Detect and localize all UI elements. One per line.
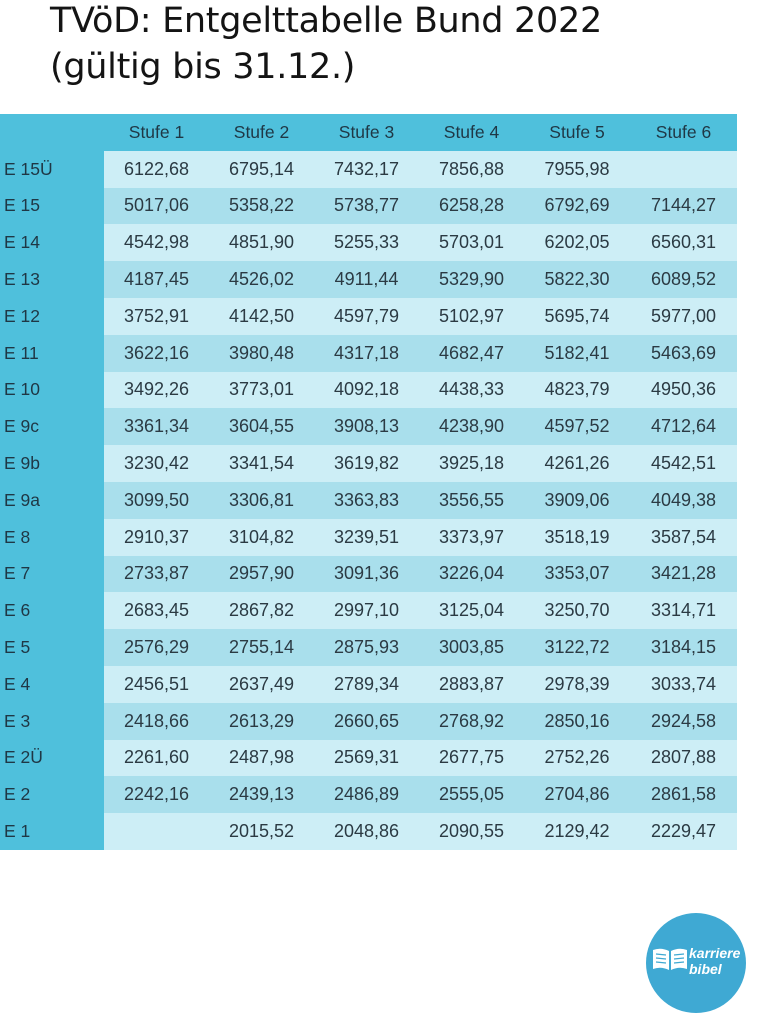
grade-label: E 9b xyxy=(0,445,104,482)
table-row xyxy=(0,666,737,703)
grade-label: E 2Ü xyxy=(0,740,104,777)
table-row xyxy=(0,224,737,261)
salary-cell: 3587,54 xyxy=(630,519,737,556)
salary-cell: 2456,51 xyxy=(104,666,209,703)
salary-cell: 3250,70 xyxy=(524,592,630,629)
salary-cell: 5017,06 xyxy=(104,188,209,225)
salary-cell: 7955,98 xyxy=(524,151,630,188)
salary-cell: 3125,04 xyxy=(419,592,524,629)
salary-cell: 2683,45 xyxy=(104,592,209,629)
salary-cell: 2229,47 xyxy=(630,813,737,850)
salary-cell: 3518,19 xyxy=(524,519,630,556)
salary-cell: 5358,22 xyxy=(209,188,314,225)
salary-cell: 4542,98 xyxy=(104,224,209,261)
salary-cell: 3104,82 xyxy=(209,519,314,556)
salary-cell: 3361,34 xyxy=(104,408,209,445)
grade-label: E 5 xyxy=(0,629,104,666)
salary-cell: 2576,29 xyxy=(104,629,209,666)
salary-cell: 2883,87 xyxy=(419,666,524,703)
column-header: Stufe 1 xyxy=(104,114,209,151)
salary-cell: 3773,01 xyxy=(209,372,314,409)
table-row xyxy=(0,482,737,519)
salary-cell: 4911,44 xyxy=(314,261,419,298)
salary-cell: 2924,58 xyxy=(630,703,737,740)
salary-cell: 5329,90 xyxy=(419,261,524,298)
salary-cell: 3556,55 xyxy=(419,482,524,519)
salary-cell: 4187,45 xyxy=(104,261,209,298)
salary-cell: 2704,86 xyxy=(524,776,630,813)
table-row xyxy=(0,776,737,813)
salary-cell: 6795,14 xyxy=(209,151,314,188)
table-row xyxy=(0,151,737,188)
grade-label: E 9a xyxy=(0,482,104,519)
table-row xyxy=(0,703,737,740)
salary-cell: 2997,10 xyxy=(314,592,419,629)
grade-label: E 11 xyxy=(0,335,104,372)
salary-cell: 5738,77 xyxy=(314,188,419,225)
grade-label: E 10 xyxy=(0,372,104,409)
column-header: Stufe 5 xyxy=(524,114,630,151)
salary-cell: 2875,93 xyxy=(314,629,419,666)
salary-cell: 3492,26 xyxy=(104,372,209,409)
table-row xyxy=(0,740,737,777)
salary-cell: 7432,17 xyxy=(314,151,419,188)
grade-label: E 15 xyxy=(0,188,104,225)
salary-cell: 2768,92 xyxy=(419,703,524,740)
salary-cell: 2487,98 xyxy=(209,740,314,777)
salary-cell: 4597,52 xyxy=(524,408,630,445)
salary-cell: 5977,00 xyxy=(630,298,737,335)
logo-text-line2: bibel xyxy=(689,961,722,977)
grade-label: E 15Ü xyxy=(0,151,104,188)
grade-label: E 4 xyxy=(0,666,104,703)
salary-cell: 5703,01 xyxy=(419,224,524,261)
salary-cell: 3353,07 xyxy=(524,556,630,593)
salary-cell: 2242,16 xyxy=(104,776,209,813)
salary-cell: 3184,15 xyxy=(630,629,737,666)
salary-cell: 4092,18 xyxy=(314,372,419,409)
salary-cell: 2910,37 xyxy=(104,519,209,556)
column-header: Stufe 2 xyxy=(209,114,314,151)
salary-cell: 2861,58 xyxy=(630,776,737,813)
salary-cell: 5102,97 xyxy=(419,298,524,335)
column-header: Stufe 6 xyxy=(630,114,737,151)
salary-cell: 3033,74 xyxy=(630,666,737,703)
table-row xyxy=(0,261,737,298)
salary-cell: 2569,31 xyxy=(314,740,419,777)
salary-cell: 3230,42 xyxy=(104,445,209,482)
salary-cell: 3122,72 xyxy=(524,629,630,666)
table-row xyxy=(0,372,737,409)
grade-label: E 2 xyxy=(0,776,104,813)
page-title xyxy=(50,0,750,90)
salary-cell: 7144,27 xyxy=(630,188,737,225)
salary-cell: 2486,89 xyxy=(314,776,419,813)
table-row xyxy=(0,629,737,666)
salary-cell: 3099,50 xyxy=(104,482,209,519)
salary-cell: 6258,28 xyxy=(419,188,524,225)
column-header: Stufe 4 xyxy=(419,114,524,151)
table-row xyxy=(0,592,737,629)
salary-cell: 4261,26 xyxy=(524,445,630,482)
salary-table xyxy=(0,114,737,850)
grade-label: E 9c xyxy=(0,408,104,445)
salary-cell: 3925,18 xyxy=(419,445,524,482)
grade-label: E 3 xyxy=(0,703,104,740)
table-row xyxy=(0,408,737,445)
salary-cell: 4526,02 xyxy=(209,261,314,298)
salary-cell: 2752,26 xyxy=(524,740,630,777)
table-row xyxy=(0,298,737,335)
salary-cell: 3752,91 xyxy=(104,298,209,335)
salary-cell: 2733,87 xyxy=(104,556,209,593)
salary-cell: 4438,33 xyxy=(419,372,524,409)
salary-cell: 4142,50 xyxy=(209,298,314,335)
table-header-row xyxy=(0,114,737,151)
grade-label: E 13 xyxy=(0,261,104,298)
grade-label: E 1 xyxy=(0,813,104,850)
salary-cell: 3306,81 xyxy=(209,482,314,519)
salary-cell: 3226,04 xyxy=(419,556,524,593)
salary-cell: 3908,13 xyxy=(314,408,419,445)
salary-cell: 3314,71 xyxy=(630,592,737,629)
salary-cell: 2015,52 xyxy=(209,813,314,850)
salary-cell: 3619,82 xyxy=(314,445,419,482)
salary-cell: 2555,05 xyxy=(419,776,524,813)
logo-text-line1: karriere xyxy=(689,945,741,961)
salary-cell: 2637,49 xyxy=(209,666,314,703)
grade-label: E 6 xyxy=(0,592,104,629)
salary-cell: 2850,16 xyxy=(524,703,630,740)
salary-cell: 4682,47 xyxy=(419,335,524,372)
salary-cell: 2613,29 xyxy=(209,703,314,740)
salary-cell: 2755,14 xyxy=(209,629,314,666)
salary-cell xyxy=(630,151,737,188)
salary-cell: 4542,51 xyxy=(630,445,737,482)
salary-cell: 2660,65 xyxy=(314,703,419,740)
salary-cell: 6089,52 xyxy=(630,261,737,298)
salary-cell: 5463,69 xyxy=(630,335,737,372)
book-icon xyxy=(651,946,689,972)
salary-cell: 5822,30 xyxy=(524,261,630,298)
salary-cell: 6792,69 xyxy=(524,188,630,225)
salary-cell: 2677,75 xyxy=(419,740,524,777)
salary-cell: 5182,41 xyxy=(524,335,630,372)
salary-cell: 2957,90 xyxy=(209,556,314,593)
salary-cell: 4823,79 xyxy=(524,372,630,409)
header-corner xyxy=(0,114,104,151)
salary-cell: 4950,36 xyxy=(630,372,737,409)
salary-cell: 3239,51 xyxy=(314,519,419,556)
salary-cell: 5695,74 xyxy=(524,298,630,335)
karrierebibel-logo xyxy=(641,908,751,1018)
grade-label: E 14 xyxy=(0,224,104,261)
salary-cell: 3622,16 xyxy=(104,335,209,372)
salary-cell: 2261,60 xyxy=(104,740,209,777)
table-row xyxy=(0,813,737,850)
salary-cell: 4049,38 xyxy=(630,482,737,519)
salary-cell: 4317,18 xyxy=(314,335,419,372)
salary-cell: 3091,36 xyxy=(314,556,419,593)
table-row xyxy=(0,556,737,593)
salary-cell: 3604,55 xyxy=(209,408,314,445)
table-row xyxy=(0,445,737,482)
grade-label: E 7 xyxy=(0,556,104,593)
salary-cell: 3421,28 xyxy=(630,556,737,593)
column-header: Stufe 3 xyxy=(314,114,419,151)
salary-cell: 3909,06 xyxy=(524,482,630,519)
salary-cell: 4851,90 xyxy=(209,224,314,261)
salary-cell: 4238,90 xyxy=(419,408,524,445)
grade-label: E 12 xyxy=(0,298,104,335)
salary-cell: 2129,42 xyxy=(524,813,630,850)
salary-cell: 2090,55 xyxy=(419,813,524,850)
grade-label: E 8 xyxy=(0,519,104,556)
salary-cell: 3003,85 xyxy=(419,629,524,666)
salary-cell: 2807,88 xyxy=(630,740,737,777)
salary-cell: 2439,13 xyxy=(209,776,314,813)
salary-cell: 4712,64 xyxy=(630,408,737,445)
salary-cell: 2789,34 xyxy=(314,666,419,703)
salary-cell: 7856,88 xyxy=(419,151,524,188)
salary-cell: 6122,68 xyxy=(104,151,209,188)
table-row xyxy=(0,519,737,556)
salary-cell: 6202,05 xyxy=(524,224,630,261)
salary-cell: 5255,33 xyxy=(314,224,419,261)
page-title-line2: (gültig bis 31.12.) xyxy=(50,47,356,87)
salary-cell: 2048,86 xyxy=(314,813,419,850)
table-row xyxy=(0,188,737,225)
salary-cell: 4597,79 xyxy=(314,298,419,335)
page-title-line1: TVöD: Entgelttabelle Bund 2022 xyxy=(50,1,602,41)
salary-cell: 2978,39 xyxy=(524,666,630,703)
table-row xyxy=(0,335,737,372)
salary-cell xyxy=(104,813,209,850)
salary-cell: 3373,97 xyxy=(419,519,524,556)
salary-cell: 3363,83 xyxy=(314,482,419,519)
salary-cell: 3341,54 xyxy=(209,445,314,482)
salary-cell: 6560,31 xyxy=(630,224,737,261)
salary-cell: 2418,66 xyxy=(104,703,209,740)
salary-cell: 3980,48 xyxy=(209,335,314,372)
salary-cell: 2867,82 xyxy=(209,592,314,629)
